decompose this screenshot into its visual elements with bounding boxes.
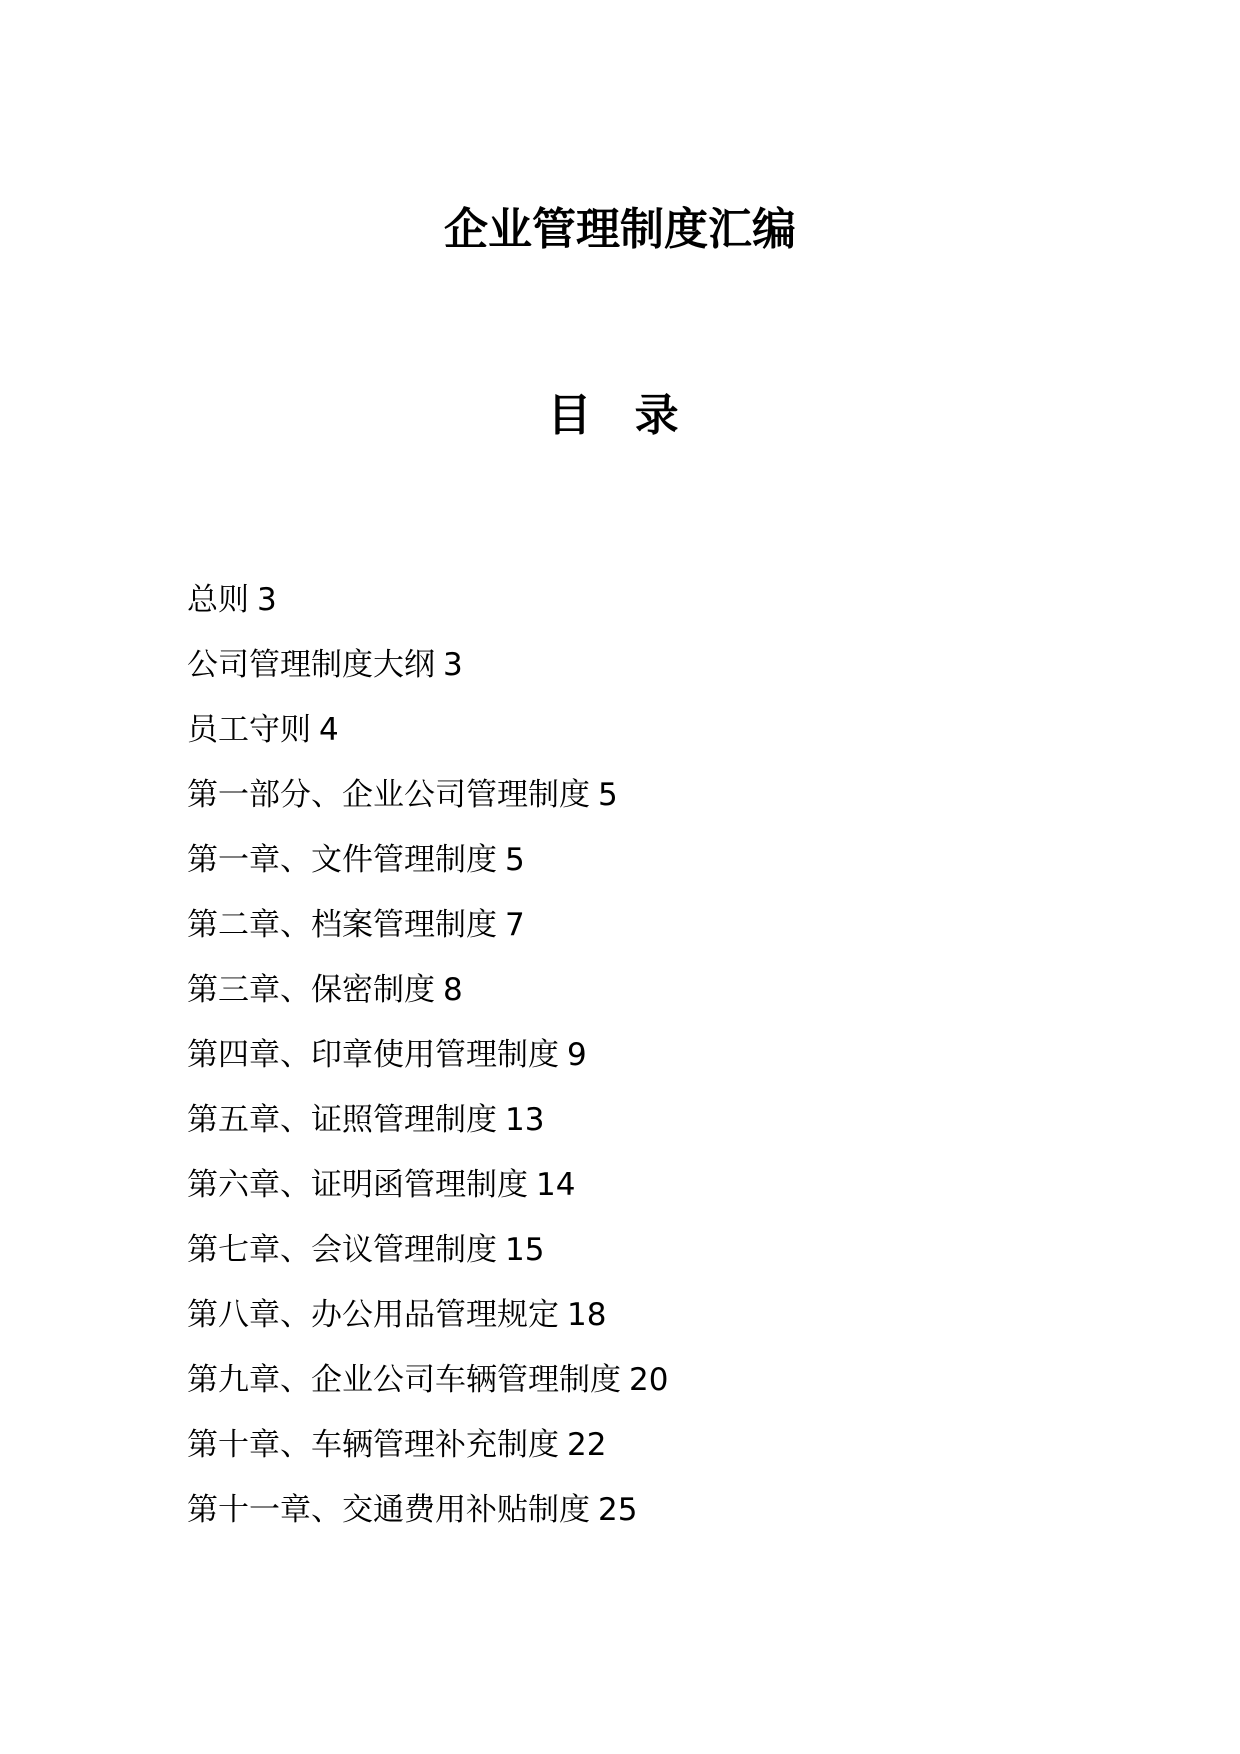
toc-entry-page: 14 xyxy=(536,1167,576,1203)
toc-entry-page: 25 xyxy=(598,1492,638,1528)
document-title: 企业管理制度汇编 xyxy=(444,204,796,255)
table-of-contents xyxy=(187,577,668,1552)
toc-entry-label: 第四章、印章使用管理制度 xyxy=(187,1037,559,1073)
toc-entry[interactable] xyxy=(187,642,668,707)
toc-entry-label: 第十章、车辆管理补充制度 xyxy=(187,1427,559,1463)
toc-entry-label: 第一部分、企业公司管理制度 xyxy=(187,777,590,813)
toc-entry-page: 22 xyxy=(567,1427,607,1463)
toc-entry-page: 13 xyxy=(505,1102,545,1138)
toc-entry-page: 20 xyxy=(629,1362,669,1398)
toc-entry[interactable] xyxy=(187,707,668,772)
toc-entry-page: 5 xyxy=(505,842,525,878)
toc-entry-label: 总则 xyxy=(187,582,249,618)
toc-entry-page: 4 xyxy=(319,712,339,748)
toc-entry[interactable] xyxy=(187,1422,668,1487)
toc-entry[interactable] xyxy=(187,967,668,1032)
toc-entry-label: 第三章、保密制度 xyxy=(187,972,435,1008)
toc-entry-page: 18 xyxy=(567,1297,607,1333)
toc-entry-page: 9 xyxy=(567,1037,587,1073)
toc-entry-label: 第二章、档案管理制度 xyxy=(187,907,497,943)
toc-entry[interactable] xyxy=(187,837,668,902)
toc-entry-page: 8 xyxy=(443,972,463,1008)
toc-entry[interactable] xyxy=(187,1227,668,1292)
toc-entry-page: 5 xyxy=(598,777,618,813)
toc-entry-label: 第七章、会议管理制度 xyxy=(187,1232,497,1268)
toc-entry[interactable] xyxy=(187,1357,668,1422)
toc-entry-label: 第一章、文件管理制度 xyxy=(187,842,497,878)
toc-entry[interactable] xyxy=(187,1162,668,1227)
toc-entry[interactable] xyxy=(187,1032,668,1097)
toc-entry[interactable] xyxy=(187,1097,668,1162)
toc-entry[interactable] xyxy=(187,902,668,967)
toc-entry-page: 7 xyxy=(505,907,525,943)
toc-entry[interactable] xyxy=(187,772,668,837)
toc-entry-page: 15 xyxy=(505,1232,545,1268)
toc-entry-label: 第十一章、交通费用补贴制度 xyxy=(187,1492,590,1528)
toc-entry-page: 3 xyxy=(443,647,463,683)
toc-entry-label: 第八章、办公用品管理规定 xyxy=(187,1297,559,1333)
toc-entry[interactable] xyxy=(187,1292,668,1357)
toc-heading: 目 录 xyxy=(547,390,693,441)
toc-entry-label: 员工守则 xyxy=(187,712,311,748)
toc-entry[interactable] xyxy=(187,577,668,642)
toc-entry[interactable] xyxy=(187,1487,668,1552)
toc-entry-label: 公司管理制度大纲 xyxy=(187,647,435,683)
toc-entry-label: 第五章、证照管理制度 xyxy=(187,1102,497,1138)
toc-entry-label: 第六章、证明函管理制度 xyxy=(187,1167,528,1203)
toc-entry-page: 3 xyxy=(257,582,277,618)
toc-entry-label: 第九章、企业公司车辆管理制度 xyxy=(187,1362,621,1398)
